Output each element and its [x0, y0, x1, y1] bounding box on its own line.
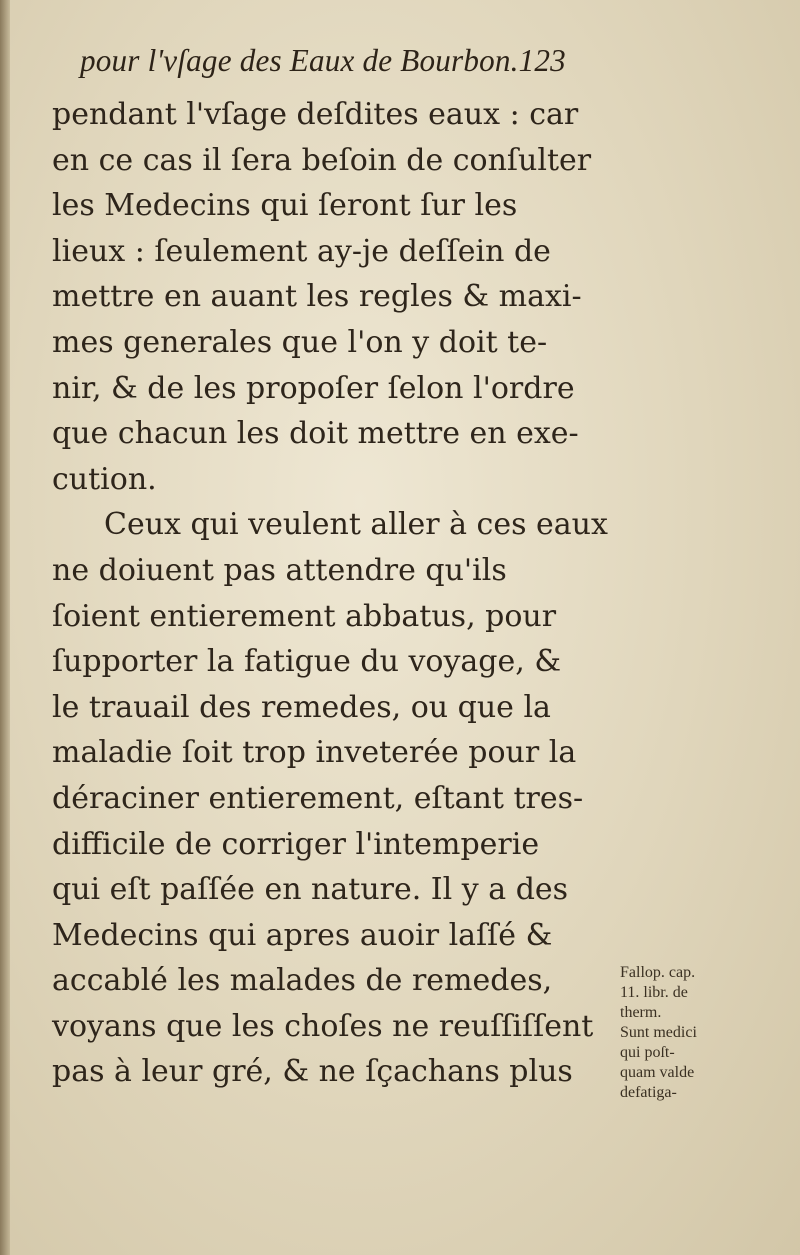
- text-line: mes generales que l'on y doit te-: [52, 324, 548, 360]
- text-line: déraciner entierement, eſtant tres-: [52, 780, 584, 816]
- text-line: mettre en auant les regles & maxi-: [52, 279, 582, 315]
- text-line: accablé les malades de remedes,: [52, 963, 553, 999]
- body-text: [52, 92, 622, 1095]
- margin-note-line: Sunt medici: [620, 1024, 697, 1041]
- margin-note-line: qui poſt-: [620, 1044, 675, 1061]
- text-line: difficile de corriger l'intemperie: [52, 826, 540, 862]
- margin-note-line: Fallop. cap.: [620, 964, 696, 981]
- text-line: le trauail des remedes, ou que la: [52, 689, 551, 725]
- text-line: pas à leur gré, & ne ſçachans plus: [52, 1054, 573, 1090]
- text-line: ſoient entierement abbatus, pour: [52, 598, 557, 634]
- margin-note-line: defatiga-: [620, 1084, 677, 1101]
- page-gutter: [0, 0, 10, 1255]
- text-line: qui eſt paſſée en nature. Il y a des: [52, 872, 569, 908]
- text-line: voyans que les choſes ne reuſſiſſent: [52, 1008, 594, 1044]
- margin-note-line: 11. libr. de: [620, 984, 688, 1001]
- text-line: ſupporter la fatigue du voyage, &: [52, 644, 562, 680]
- text-line: maladie ſoit trop inveterée pour la: [52, 735, 577, 771]
- text-line: ne doiuent pas attendre qu'ils: [52, 552, 507, 588]
- text-line: pendant l'vſage deſdites eaux : car: [52, 97, 579, 132]
- running-header: pour l'vſage des Eaux de Bourbon.123: [80, 42, 566, 78]
- text-line: en ce cas il ſera beſoin de conſulter: [52, 142, 592, 178]
- margin-note: [620, 963, 790, 1103]
- margin-note-line: quam valde: [620, 1064, 695, 1081]
- text-line: les Medecins qui ſeront ſur les: [52, 188, 518, 224]
- text-line: lieux : ſeulement ay-je deſſein de: [52, 233, 551, 269]
- margin-note-line: therm.: [620, 1004, 662, 1021]
- paragraph-start-line: Ceux qui veulent aller à ces eaux: [104, 507, 608, 543]
- text-line: cution.: [52, 461, 157, 497]
- text-line: que chacun les doit mettre en exe-: [52, 416, 579, 452]
- text-line: Medecins qui apres auoir laſſé &: [52, 917, 553, 953]
- text-line: nir, & de les propoſer ſelon l'ordre: [52, 370, 575, 406]
